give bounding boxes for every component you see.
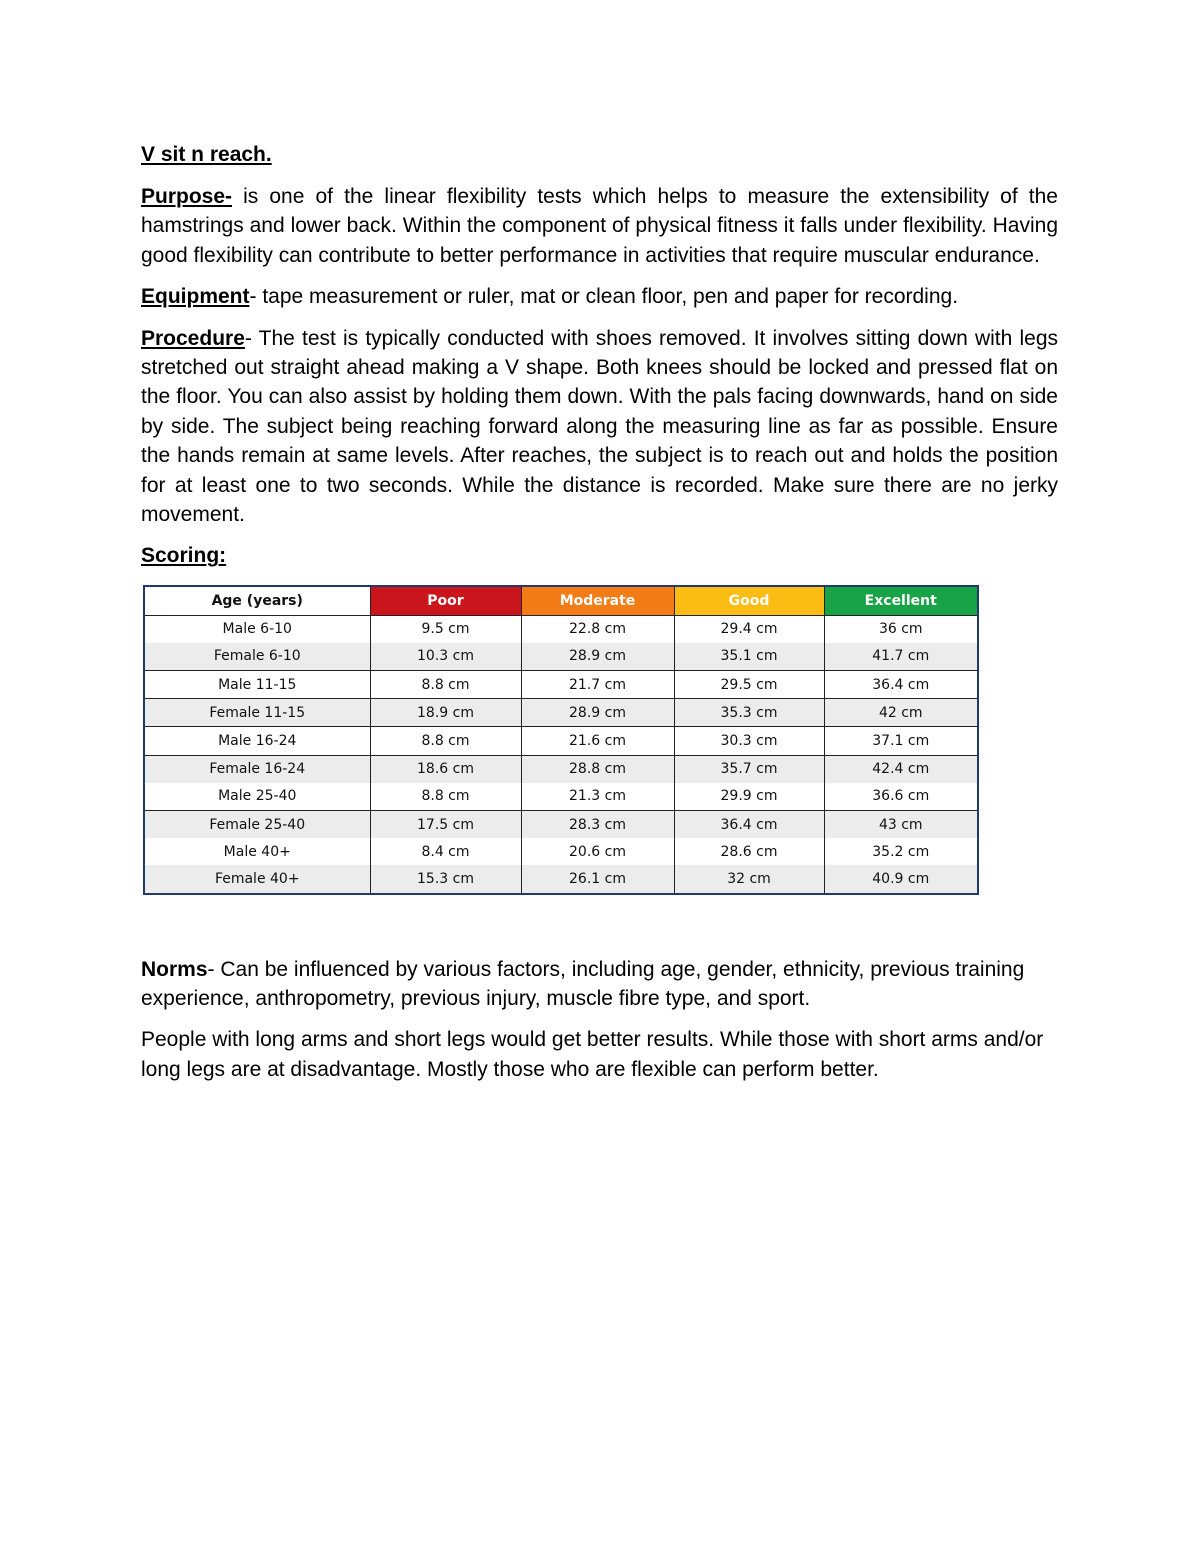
poor-cell: 8.8 cm [370, 671, 521, 699]
scoring-table-frame [143, 585, 979, 894]
poor-cell: 10.3 cm [370, 643, 521, 671]
moderate-cell: 21.7 cm [521, 671, 674, 699]
table-row [145, 671, 977, 699]
good-cell: 29.5 cm [674, 671, 824, 699]
excellent-cell: 41.7 cm [824, 643, 977, 671]
moderate-cell: 28.3 cm [521, 810, 674, 838]
moderate-cell: 28.8 cm [521, 755, 674, 783]
table-body [145, 615, 977, 892]
age-group-cell: Female 40+ [145, 865, 370, 892]
norms-paragraph [141, 955, 1058, 1014]
closing-paragraph: People with long arms and short legs would get better results. While those with short arms and/or long legs are at disadvantage. Mostly those who are flexible can perform better. [141, 1028, 1044, 1081]
header-good: Good [674, 587, 824, 615]
poor-cell: 8.8 cm [370, 783, 521, 811]
table-row [145, 783, 977, 811]
poor-cell: 8.4 cm [370, 838, 521, 865]
age-group-cell: Female 6-10 [145, 643, 370, 671]
good-cell: 30.3 cm [674, 727, 824, 755]
age-group-cell: Male 11-15 [145, 671, 370, 699]
equipment-text: - tape measurement or ruler, mat or clean floor, pen and paper for recording. [249, 285, 959, 309]
purpose-paragraph [141, 182, 1058, 270]
excellent-cell: 37.1 cm [824, 727, 977, 755]
moderate-cell: 22.8 cm [521, 615, 674, 643]
age-group-cell: Male 6-10 [145, 615, 370, 643]
excellent-cell: 35.2 cm [872, 843, 930, 860]
moderate-cell: 21.3 cm [521, 783, 674, 811]
moderate-cell: 26.1 cm [521, 865, 674, 892]
poor-cell: 18.6 cm [370, 755, 521, 783]
moderate-cell: 28.9 cm [521, 699, 674, 727]
norms-text: - Can be influenced by various factors, including age, gender, ethnicity, previous training experience, anthropometry, previous injury, muscle fibre type, and sport. [141, 957, 1025, 1010]
equipment-paragraph [141, 282, 1058, 311]
scoring-table [145, 587, 977, 892]
document-title: V sit n reach. [141, 143, 272, 166]
table-row [145, 699, 977, 727]
good-cell: 36.4 cm [674, 810, 824, 838]
poor-cell: 9.5 cm [370, 615, 521, 643]
age-group-cell: Male 16-24 [145, 727, 370, 755]
good-cell: 28.6 cm [674, 838, 824, 865]
header-poor: Poor [370, 587, 521, 615]
age-group-cell: Female 11-15 [145, 699, 370, 727]
purpose-heading: Purpose- [141, 185, 233, 208]
good-cell: 35.1 cm [674, 643, 824, 671]
purpose-text: is one of the linear flexibility tests which helps to measure the extensibility of the hamstrings and lower back. Within the component of physical fitness it falls under flexibility. Having good flexibility can contribute to better performance in activities that require muscular endurance. [141, 185, 1058, 267]
excellent-cell: 42 cm [824, 699, 977, 727]
table-row [145, 755, 977, 783]
header-excellent: Excellent [824, 587, 977, 615]
moderate-cell: 28.9 cm [521, 643, 674, 671]
excellent-cell: 40.9 cm [824, 865, 977, 892]
age-group-cell: Female 16-24 [145, 755, 370, 783]
excellent-cell: 36.4 cm [824, 671, 977, 699]
document-page [141, 140, 1058, 1096]
excellent-cell: 42.4 cm [824, 755, 977, 783]
header-age: Age (years) [145, 587, 370, 615]
good-cell: 35.3 cm [674, 699, 824, 727]
table-row [145, 838, 977, 865]
table-row [145, 643, 977, 671]
good-cell: 35.7 cm [674, 755, 824, 783]
poor-cell: 8.8 cm [370, 727, 521, 755]
table-row [145, 727, 977, 755]
age-group-cell: Female 25-40 [145, 810, 370, 838]
excellent-cell: 43 cm [824, 810, 977, 838]
scoring-heading: Scoring: [141, 544, 227, 568]
good-cell: 29.9 cm [674, 783, 824, 811]
good-cell: 32 cm [674, 865, 824, 892]
age-group-cell: Male 25-40 [145, 783, 370, 811]
poor-cell: 18.9 cm [370, 699, 521, 727]
excellent-cell: 36 cm [878, 621, 923, 638]
poor-cell: 15.3 cm [370, 865, 521, 892]
table-header-row [145, 587, 977, 615]
moderate-cell: 20.6 cm [521, 838, 674, 865]
age-group-cell: Male 40+ [145, 838, 370, 865]
procedure-text: - The test is typically conducted with shoes removed. It involves sitting down with legs stretched out straight ahead making a V shape. Both knees should be locked and pressed flat on the floor. You can also assist by holding them down. With the pals facing downwards, hand on side by side. The subject being reaching forward along the measuring line as far as possible. Ensure the hands remain at same levels. After reaches, the subject is to reach out and holds the position for at least one to two seconds. While the distance is recorded. Make sure there are no jerky movement. [141, 326, 1058, 527]
procedure-heading: Procedure [141, 326, 245, 350]
excellent-cell: 36.6 cm [824, 783, 977, 811]
good-cell: 29.4 cm [674, 615, 824, 643]
norms-heading: Norms [141, 957, 208, 981]
table-row [145, 865, 977, 892]
procedure-paragraph [141, 324, 1058, 530]
equipment-heading: Equipment [141, 285, 250, 309]
poor-cell: 17.5 cm [370, 810, 521, 838]
table-row [145, 615, 977, 643]
header-moderate: Moderate [521, 587, 674, 615]
table-row [145, 810, 977, 838]
moderate-cell: 21.6 cm [521, 727, 674, 755]
